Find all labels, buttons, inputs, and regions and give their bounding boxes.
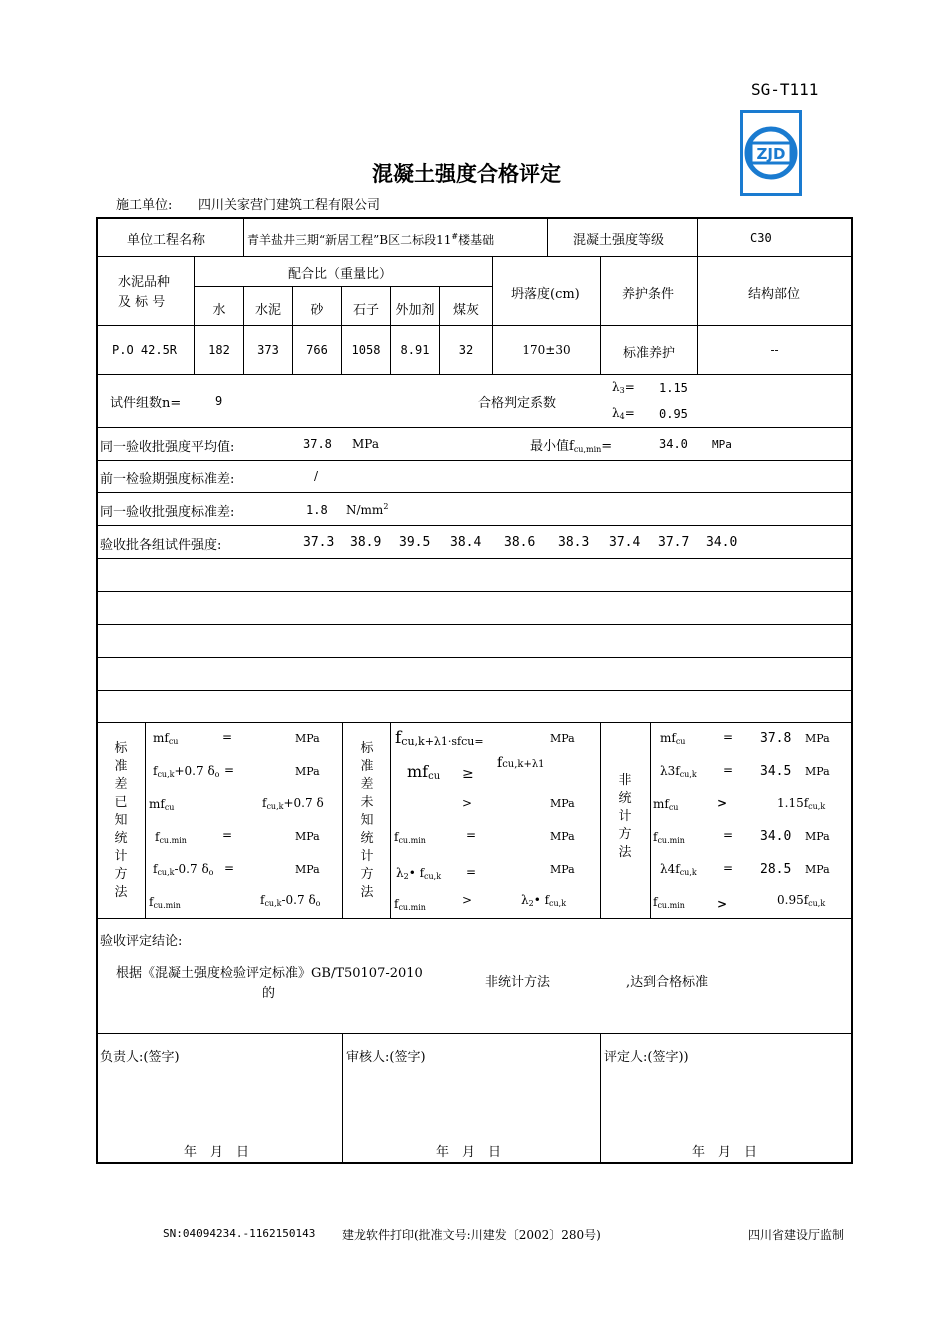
m3-r5-value: 28.5 — [760, 862, 792, 877]
n-value: 9 — [215, 394, 223, 408]
evaluator-signature: 评定人:(签字)) — [604, 1050, 689, 1065]
strength-4: 38.4 — [450, 535, 482, 550]
n-label: 试件组数n= — [110, 396, 182, 411]
mix-header-stone: 石子 — [352, 303, 379, 318]
m2-r5-left: $\lambda_2•$ $f_{cu,k}$ — [396, 866, 442, 881]
part-value: -- — [770, 343, 779, 357]
mix-header-admixture: 外加剂 — [395, 303, 435, 318]
evaluator-date: 年 月 日 — [692, 1145, 758, 1160]
std-value: 1.8 — [306, 503, 328, 517]
m3-r6-left: $f_{cu.min}$ — [653, 895, 685, 910]
mix-header-water: 水 — [212, 303, 226, 318]
m1-r1-unit: MPa — [295, 732, 320, 745]
grade-label: 混凝土强度等级 — [573, 233, 665, 248]
reviewer-date: 年 月 日 — [436, 1145, 502, 1160]
construction-unit-value: 四川关家营门建筑工程有限公司 — [198, 198, 381, 213]
slump-value: 170±30 — [522, 343, 571, 357]
page-title: 混凝土强度合格评定 — [372, 162, 561, 186]
strength-9: 34.0 — [706, 535, 738, 550]
conclusion-result: ,达到合格标准 — [626, 975, 709, 990]
cement-label: 水泥品种 — [118, 275, 171, 290]
m3-r5-unit: MPa — [805, 863, 830, 876]
m3-r1-left: $mf_{cu}$ — [660, 731, 686, 746]
m3-r1-unit: MPa — [805, 732, 830, 745]
curing-value: 标准养护 — [622, 346, 675, 361]
method3-label: 非统计方法 — [618, 773, 632, 860]
m2-r6-right: $\lambda_2•$ $f_{cu,k}$ — [521, 893, 567, 908]
ratio-label: 配合比（重量比） — [288, 267, 393, 282]
strength-5: 38.6 — [504, 535, 536, 550]
conclusion-method: 非统计方法 — [485, 975, 551, 990]
m1-r5-unit: MPa — [295, 863, 320, 876]
prev-std-value: / — [314, 469, 319, 483]
cement-label-2: 及 标 号 — [118, 295, 166, 310]
lambda3-value: 1.15 — [659, 381, 688, 395]
curing-label: 养护条件 — [622, 287, 675, 302]
m3-r1-eq: = — [723, 730, 734, 744]
strength-label: 验收批各组试件强度: — [100, 538, 222, 553]
m3-r2-value: 34.5 — [760, 764, 792, 779]
min-value: 34.0 — [659, 437, 688, 451]
strength-2: 38.9 — [350, 535, 382, 550]
mix-value-stone: 1058 — [351, 343, 381, 357]
grade-value: C30 — [750, 231, 772, 245]
m3-r1-value: 37.8 — [760, 731, 792, 746]
m3-r3-op: > — [717, 796, 728, 810]
mix-value-flyash: 32 — [458, 343, 474, 357]
m3-r4-eq: = — [723, 828, 734, 842]
logo-text: ZJD — [756, 145, 786, 163]
m1-r4-eq: = — [222, 828, 233, 842]
std-unit: $N/mm^2$ — [346, 502, 389, 517]
min-label: 最小值$f_{cu,min}=$ — [530, 439, 613, 454]
footer-sn: SN:04094234.-1162150143 — [163, 1227, 316, 1240]
m2-r3-unit: MPa — [550, 797, 575, 810]
m3-r6-op: > — [717, 897, 728, 911]
avg-value: 37.8 — [303, 437, 332, 451]
m3-r4-unit: MPa — [805, 830, 830, 843]
m2-r5-eq: = — [466, 865, 477, 879]
mix-header-cement: 水泥 — [254, 303, 281, 318]
std-label: 同一验收批强度标准差: — [100, 505, 235, 520]
m3-r5-left: $\lambda 4f_{cu,k}$ — [660, 862, 697, 877]
conclusion-label: 验收评定结论: — [100, 934, 183, 949]
m2-r6-left: $f_{cu.min}$ — [394, 897, 426, 912]
mix-value-water: 182 — [208, 343, 230, 357]
cement-value: P.O 42.5R — [112, 343, 178, 357]
coef-label: 合格判定系数 — [478, 396, 557, 411]
mix-header-sand: 砂 — [310, 303, 324, 318]
slump-label: 坍落度(cm) — [511, 287, 580, 302]
m1-r2-unit: MPa — [295, 765, 320, 778]
part-label: 结构部位 — [748, 287, 801, 302]
m1-r2-left: $f_{cu,k}+0.7$ $\delta_o$ — [153, 764, 220, 779]
m2-r2-op: ≥ — [462, 766, 474, 782]
m2-r1-left: fcu,k+λ1·sfcu= — [395, 728, 484, 748]
responsible-signature: 负责人:(签字) — [100, 1050, 180, 1065]
responsible-date: 年 月 日 — [184, 1145, 250, 1160]
m2-r4-eq: = — [466, 828, 477, 842]
mix-value-sand: 766 — [306, 343, 328, 357]
avg-unit: MPa — [352, 437, 379, 451]
m1-r3-right: $f_{cu,k}+0.7$ δ — [262, 796, 324, 811]
m1-r4-unit: MPa — [295, 830, 320, 843]
m2-r3-op: > — [462, 796, 473, 810]
strength-6: 38.3 — [558, 535, 590, 550]
conclusion-basis: 根据《混凝土强度检验评定标准》GB/T50107-2010 — [116, 966, 423, 981]
method2-label: 标准差未知统计方法 — [360, 741, 374, 900]
m3-r2-unit: MPa — [805, 765, 830, 778]
m2-r2-right: fcu,k+λ1 — [497, 755, 545, 771]
conclusion-basis-2: 的 — [262, 986, 276, 1001]
m1-r5-left: $f_{cu,k}-0.7$ $\delta_o$ — [153, 862, 214, 877]
lambda4-value: 0.95 — [659, 407, 688, 421]
m3-r4-value: 34.0 — [760, 829, 792, 844]
m1-r6-left: $f_{cu.min}$ — [149, 895, 181, 910]
m1-r1-eq: = — [222, 730, 233, 744]
zjd-logo — [740, 110, 802, 196]
m1-r4-left: $f_{cu.min}$ — [155, 830, 187, 845]
m3-r4-left: $f_{cu.min}$ — [653, 830, 685, 845]
m2-r4-unit: MPa — [550, 830, 575, 843]
m2-r6-op: > — [462, 893, 473, 907]
m3-r6-right: $0.95f_{cu,k}$ — [777, 893, 826, 908]
m2-r5-unit: MPa — [550, 863, 575, 876]
m1-r5-eq: = — [224, 861, 235, 875]
strength-1: 37.3 — [303, 535, 335, 550]
lambda3-label: $\lambda_3=$ — [612, 380, 635, 395]
m3-r3-left: $mf_{cu}$ — [653, 797, 679, 812]
strength-7: 37.4 — [609, 535, 641, 550]
form-code: SG-T111 — [751, 80, 819, 99]
footer-software: 建龙软件打印(批准文号:川建发〔2002〕280号) — [342, 1228, 601, 1242]
m1-r6-right: $f_{cu,k}-0.7$ $\delta_o$ — [260, 893, 321, 908]
strength-3: 39.5 — [399, 535, 431, 550]
mix-value-admixture: 8.91 — [400, 343, 430, 357]
m2-r1-unit: MPa — [550, 732, 575, 745]
construction-unit-label: 施工单位: — [116, 198, 173, 213]
m1-r3-left: $mf_{cu}$ — [149, 797, 175, 812]
min-unit: MPa — [712, 438, 732, 451]
m2-r2-left: $mf_{cu}$ — [407, 762, 441, 782]
m3-r3-right: $1.15f_{cu,k}$ — [777, 796, 826, 811]
lambda4-label: $\lambda_4=$ — [612, 406, 635, 421]
m1-r2-eq: = — [224, 763, 235, 777]
m3-r5-eq: = — [723, 861, 734, 875]
strength-8: 37.7 — [658, 535, 690, 550]
project-label: 单位工程名称 — [127, 233, 206, 248]
project-value: 青羊盐井三期“新居工程”B区二标段11#楼基础 — [247, 232, 495, 247]
method1-label: 标准差已知统计方法 — [114, 741, 128, 900]
m3-r2-eq: = — [723, 763, 734, 777]
m3-r2-left: $\lambda 3f_{cu,k}$ — [660, 764, 697, 779]
m2-r4-left: $f_{cu.min}$ — [394, 830, 426, 845]
avg-label: 同一验收批强度平均值: — [100, 440, 235, 455]
reviewer-signature: 审核人:(签字) — [346, 1050, 426, 1065]
prev-std-label: 前一检验期强度标准差: — [100, 472, 235, 487]
mix-value-cement: 373 — [257, 343, 279, 357]
m1-r1-left: $mf_{cu}$ — [153, 731, 179, 746]
footer-supervisor: 四川省建设厅监制 — [748, 1228, 845, 1242]
mix-header-flyash: 煤灰 — [452, 303, 479, 318]
